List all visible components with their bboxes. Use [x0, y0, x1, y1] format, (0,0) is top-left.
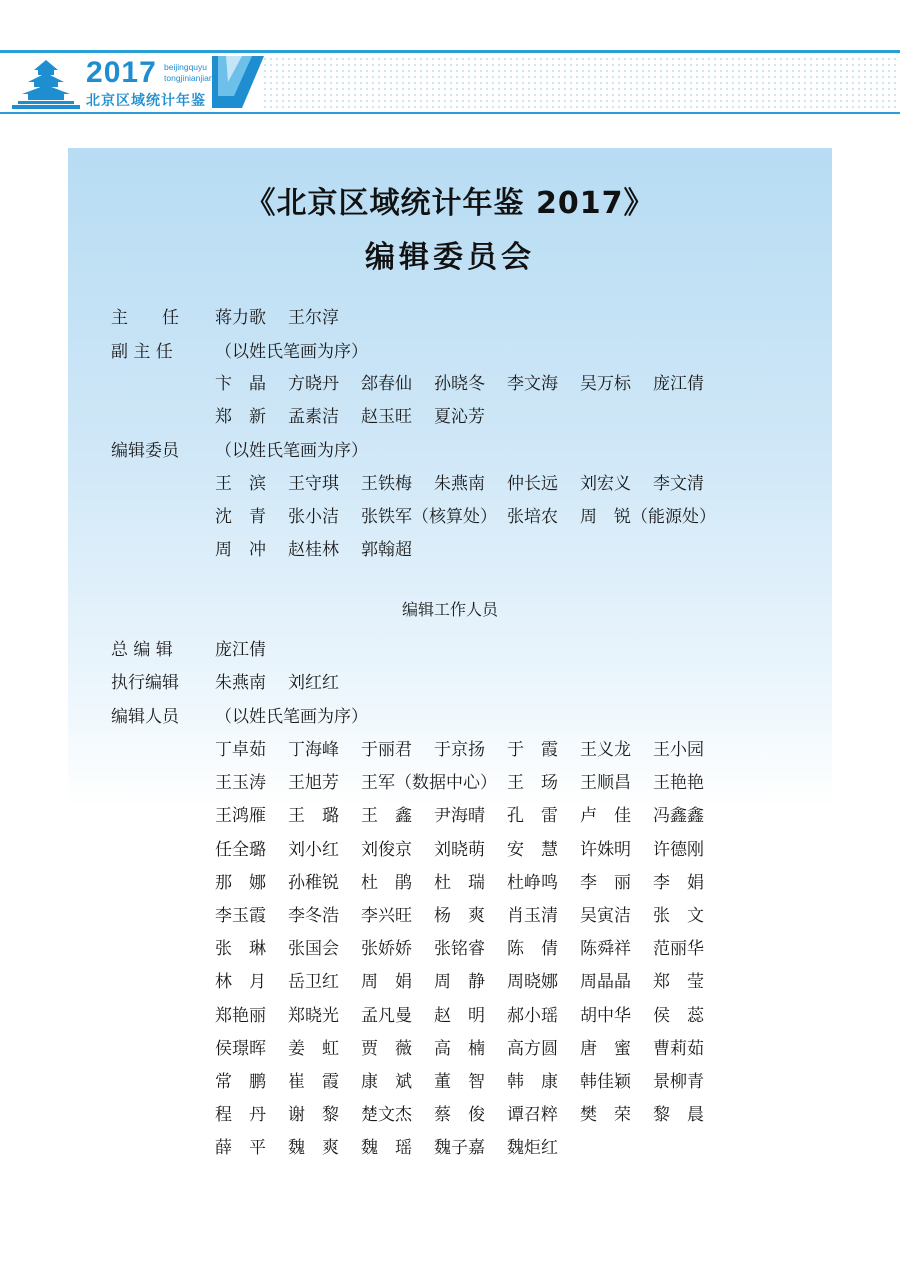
page-title: 《北京区域统计年鉴 2017》 — [245, 186, 655, 221]
person-name: 郝小瑶 — [507, 1005, 558, 1026]
person-name: 尹海晴 — [434, 806, 485, 827]
person-name: 谢 黎 — [288, 1105, 339, 1126]
person-name: 胡中华 — [580, 1005, 631, 1026]
person-name: 康 斌 — [361, 1072, 412, 1092]
header-pinyin-line2: tongjinianjian — [164, 73, 214, 83]
person-name: 杜 瑞 — [434, 872, 485, 893]
members-order-note: （以姓氏笔画为序） — [215, 441, 368, 461]
person-name: 安 慧 — [507, 839, 558, 860]
person-name: 郑 新 — [215, 407, 266, 428]
editors-order-note: （以姓氏笔画为序） — [215, 707, 368, 727]
person-name: 魏子嘉 — [434, 1138, 485, 1159]
person-name: 许姝明 — [580, 839, 631, 860]
person-name: 冯鑫鑫 — [653, 806, 704, 827]
person-name: 丁卓茹 — [215, 740, 266, 760]
person-name: 蒋力歌 — [215, 308, 266, 328]
header-dot-pattern — [262, 56, 900, 108]
person-name: 赵桂林 — [288, 540, 339, 561]
person-name: 谭召粹 — [507, 1105, 558, 1126]
person-name: 高方圆 — [507, 1038, 558, 1059]
header-top-rule — [0, 50, 900, 53]
person-name: 郐春仙 — [361, 374, 412, 394]
person-name: 王玉涛 — [215, 773, 266, 794]
page-subtitle: 编辑委员会 — [365, 240, 535, 275]
person-name: 岳卫红 — [288, 972, 339, 993]
person-name: 曹莉茹 — [653, 1038, 704, 1059]
person-name: 卢 佳 — [580, 806, 631, 827]
deputy-order-note: （以姓氏笔画为序） — [215, 342, 368, 362]
person-name: 刘宏义 — [580, 474, 631, 494]
person-name: 孔 雷 — [507, 806, 558, 827]
person-name: 郑 莹 — [653, 972, 704, 993]
person-name: 李 娟 — [653, 872, 704, 893]
person-name: 王小园 — [653, 740, 704, 760]
person-name: 孟素洁 — [288, 407, 339, 428]
person-name: 于 霞 — [507, 740, 558, 760]
person-name: 范丽华 — [653, 939, 704, 960]
director-label: 主 任 — [111, 308, 179, 328]
header-bottom-rule — [0, 112, 900, 114]
temple-of-heaven-icon — [12, 58, 80, 110]
person-name: 孟凡曼 — [361, 1005, 412, 1026]
person-name: 王义龙 — [580, 740, 631, 760]
person-name: 常 鹏 — [215, 1072, 266, 1092]
person-name: 吴寅洁 — [580, 906, 631, 926]
person-name: 李玉霞 — [215, 906, 266, 926]
person-name: 杨 爽 — [434, 906, 485, 926]
editors-label: 编辑人员 — [111, 707, 179, 727]
person-name: 李 丽 — [580, 872, 631, 893]
person-name: 刘红红 — [288, 673, 339, 693]
person-name: 沈 青 — [215, 507, 266, 528]
chief-editor-label: 总 编 辑 — [111, 640, 173, 660]
person-name: 庞江倩 — [215, 640, 266, 660]
person-name: 张铭睿 — [434, 939, 485, 960]
person-name: 张 琳 — [215, 939, 266, 960]
person-name: 陈 倩 — [507, 939, 558, 960]
person-name: 丁海峰 — [288, 740, 339, 760]
person-name: 张国会 — [288, 939, 339, 960]
person-name: 王军（数据中心） — [361, 773, 497, 794]
person-name: 朱燕南 — [215, 673, 266, 693]
person-name: 刘小红 — [288, 839, 339, 860]
person-name: 任全璐 — [215, 839, 266, 860]
person-name: 陈舜祥 — [580, 939, 631, 960]
person-name: 刘俊京 — [361, 839, 412, 860]
person-name: 肖玉清 — [507, 906, 558, 926]
person-name: 魏 爽 — [288, 1138, 339, 1159]
person-name: 魏 瑶 — [361, 1138, 412, 1159]
person-name: 赵 明 — [434, 1005, 485, 1026]
person-name: 郭翰超 — [361, 540, 412, 561]
person-name: 贾 薇 — [361, 1038, 412, 1059]
person-name: 张小洁 — [288, 507, 339, 528]
executive-editor-label: 执行编辑 — [111, 673, 179, 693]
person-name: 于京扬 — [434, 740, 485, 760]
person-name: 杜峥鸣 — [507, 872, 558, 893]
person-name: 楚文杰 — [361, 1105, 412, 1126]
person-name: 杜 鹃 — [361, 872, 412, 893]
person-name: 侯璟晖 — [215, 1038, 266, 1059]
person-name: 景柳青 — [653, 1072, 704, 1092]
person-name: 程 丹 — [215, 1105, 266, 1126]
person-name: 夏沁芳 — [434, 407, 485, 428]
person-name: 王 滨 — [215, 474, 266, 494]
person-name: 周 静 — [434, 972, 485, 993]
person-name: 周 锐（能源处） — [580, 507, 716, 528]
person-name: 高 楠 — [434, 1038, 485, 1059]
person-name: 王尔淳 — [288, 308, 339, 328]
person-name: 崔 霞 — [288, 1072, 339, 1092]
person-name: 李文海 — [507, 374, 558, 394]
person-name: 许德刚 — [653, 839, 704, 860]
person-name: 孙稚锐 — [288, 872, 339, 893]
person-name: 樊 荣 — [580, 1105, 631, 1126]
person-name: 李兴旺 — [361, 906, 412, 926]
person-name: 王艳艳 — [653, 773, 704, 794]
members-label: 编辑委员 — [111, 441, 179, 461]
person-name: 韩 康 — [507, 1072, 558, 1092]
person-name: 王鸿雁 — [215, 806, 266, 827]
person-name: 王旭芳 — [288, 773, 339, 794]
staff-section-title: 编辑工作人员 — [401, 600, 498, 619]
person-name: 蔡 俊 — [434, 1105, 485, 1126]
person-name: 赵玉旺 — [361, 407, 412, 428]
person-name: 庞江倩 — [653, 374, 704, 394]
person-name: 唐 蜜 — [580, 1038, 631, 1059]
person-name: 周晓娜 — [507, 972, 558, 993]
person-name: 周晶晶 — [580, 972, 631, 993]
person-name: 张 文 — [653, 906, 704, 926]
person-name: 姜 虹 — [288, 1038, 339, 1059]
person-name: 孙晓冬 — [434, 374, 485, 394]
person-name: 王 玚 — [507, 773, 558, 794]
person-name: 黎 晨 — [653, 1105, 704, 1126]
header-pinyin-line1: beijingquyu — [164, 62, 208, 72]
person-name: 薛 平 — [215, 1138, 266, 1159]
header-pinyin — [164, 62, 214, 84]
person-name: 王顺昌 — [580, 773, 631, 794]
person-name: 仲长远 — [507, 474, 558, 494]
person-name: 卞 晶 — [215, 374, 266, 394]
header-year: 2017 — [86, 56, 157, 89]
person-name: 吴万标 — [580, 374, 631, 394]
person-name: 郑晓光 — [288, 1005, 339, 1026]
person-name: 韩佳颖 — [580, 1072, 631, 1092]
person-name: 李冬浩 — [288, 906, 339, 926]
header-wedge-graphic — [212, 56, 264, 108]
person-name: 朱燕南 — [434, 474, 485, 494]
deputy-label: 副 主 任 — [111, 342, 173, 362]
person-name: 王 鑫 — [361, 806, 412, 827]
person-name: 王守琪 — [288, 474, 339, 494]
person-name: 刘晓萌 — [434, 839, 485, 860]
person-name: 张娇娇 — [361, 939, 412, 960]
person-name: 那 娜 — [215, 872, 266, 893]
person-name: 郑艳丽 — [215, 1005, 266, 1026]
person-name: 周 冲 — [215, 540, 266, 561]
person-name: 王 璐 — [288, 806, 339, 827]
person-name: 侯 蕊 — [653, 1005, 704, 1026]
person-name: 魏炬红 — [507, 1138, 558, 1159]
person-name: 张培农 — [507, 507, 558, 528]
person-name: 于丽君 — [361, 740, 412, 760]
person-name: 王铁梅 — [361, 474, 412, 494]
person-name: 方晓丹 — [288, 374, 339, 394]
person-name: 张铁军（核算处） — [361, 507, 497, 528]
person-name: 李文清 — [653, 474, 704, 494]
person-name: 林 月 — [215, 972, 266, 993]
person-name: 周 娟 — [361, 972, 412, 993]
header-title: 北京区域统计年鉴 — [86, 93, 206, 109]
person-name: 董 智 — [434, 1072, 485, 1092]
